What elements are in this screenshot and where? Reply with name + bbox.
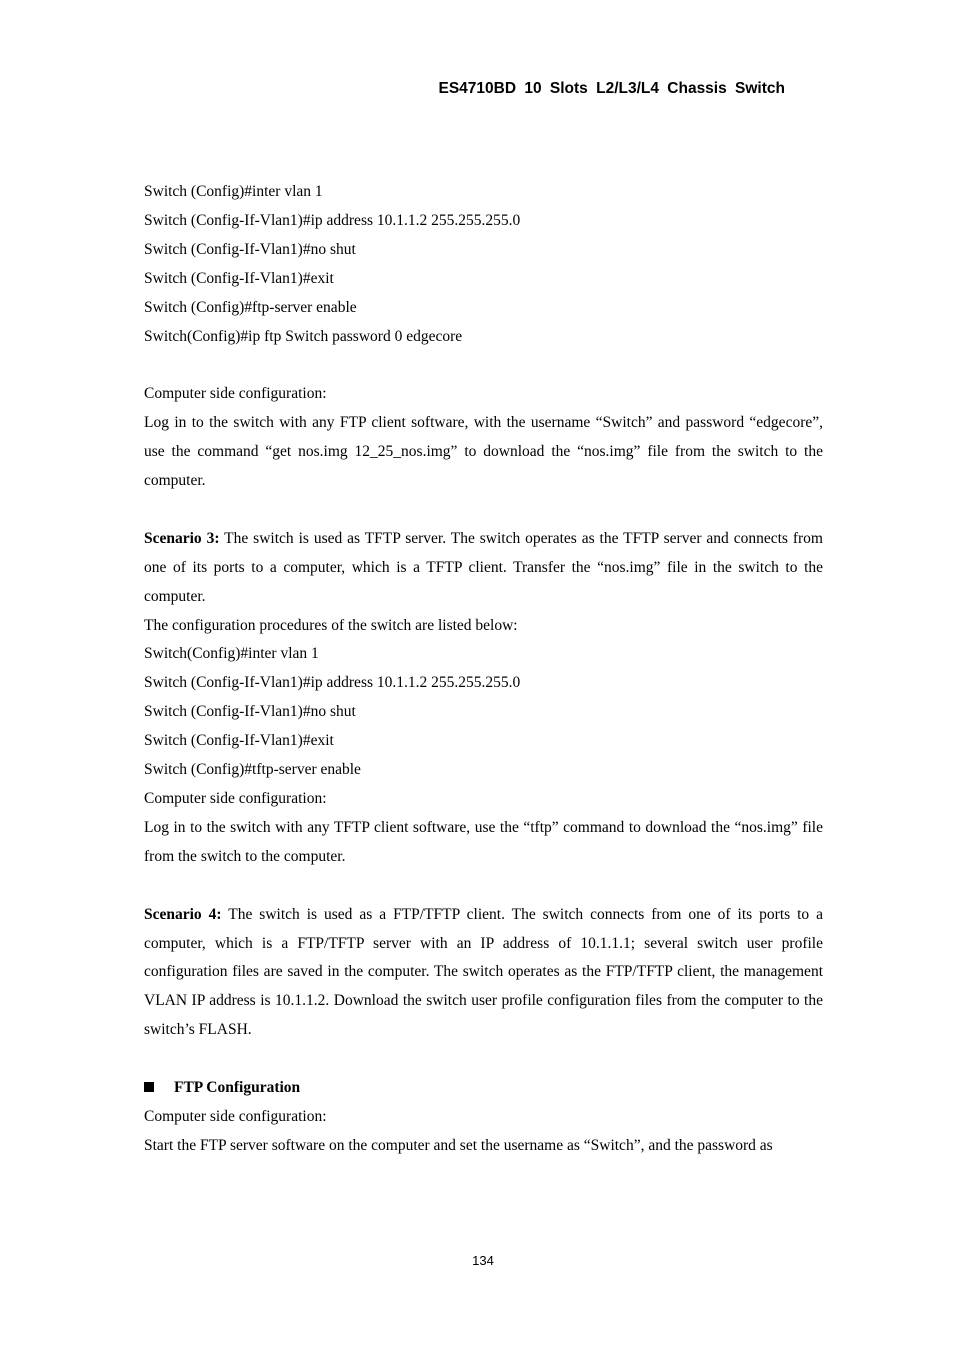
ftp-configuration-title: FTP Configuration — [174, 1079, 301, 1097]
page-number: 134 — [472, 1253, 494, 1268]
scenario-3-text: The switch is used as TFTP server. The switch operates as the TFTP server and connects from one of its ports to a computer, which is a TFTP client. Transfer the “nos.img” file in the switch to the computer. — [144, 529, 823, 605]
command-line: Switch (Config-If-Vlan1)#ip address 10.1.1.2 255.255.255.0 — [144, 211, 521, 229]
scenario-4-text: The switch is used as a FTP/TFTP client. The switch connects from one of its ports to a computer, which is a FTP/TFTP server with an IP address of 10.1.1.1; several switch user profile configuration files are saved in the computer. The switch operates as the FTP/TFTP client, the management VLAN IP address is 10.1.1.2. Download the switch user profile configuration files from the computer to the switch’s FLASH. — [144, 905, 823, 1039]
paragraph-gap — [144, 872, 823, 901]
scenario-4-paragraph — [144, 901, 823, 1046]
scenario-4-label: Scenario 4: — [144, 905, 222, 923]
command-line: Switch(Config)#ip ftp Switch password 0 edgecore — [144, 327, 463, 345]
command-line: Switch (Config-If-Vlan1)#exit — [144, 269, 334, 287]
scenario-3-label: Scenario 3: — [144, 529, 220, 547]
body-paragraph: Start the FTP server software on the computer and set the username as “Switch”, and the password as — [144, 1136, 773, 1154]
scenario-3-paragraph — [144, 525, 823, 612]
command-line: Switch (Config-If-Vlan1)#ip address 10.1.1.2 255.255.255.0 — [144, 674, 521, 692]
command-line: Switch (Config-If-Vlan1)#exit — [144, 732, 334, 750]
command-line: Switch (Config-If-Vlan1)#no shut — [144, 240, 356, 258]
command-line: Switch (Config)#inter vlan 1 — [144, 183, 323, 200]
ftp-configuration-heading — [144, 1074, 823, 1103]
command-line: Switch (Config-If-Vlan1)#no shut — [144, 703, 356, 721]
square-bullet-icon — [144, 1082, 154, 1092]
page-content — [144, 178, 823, 1161]
section-heading: Computer side configuration: — [144, 385, 327, 403]
body-paragraph: Log in to the switch with any TFTP client software, use the “tftp” command to download the “nos.img” file from the switch to the computer. — [144, 818, 823, 865]
command-line: Switch (Config)#tftp-server enable — [144, 761, 361, 779]
procedures-intro: The configuration procedures of the switch are listed below: — [144, 616, 518, 634]
command-line: Switch (Config)#ftp-server enable — [144, 298, 357, 316]
section-heading: Computer side configuration: — [144, 1107, 327, 1125]
body-paragraph: Log in to the switch with any FTP client software, with the username “Switch” and password “edgecore”, use the command “get nos.img 12_25_nos.img” to download the “nos.img” file from the switch to the computer. — [144, 414, 823, 490]
command-line: Switch(Config)#inter vlan 1 — [144, 645, 319, 663]
paragraph-gap — [144, 351, 823, 380]
paragraph-gap — [144, 496, 823, 525]
paragraph-gap — [144, 1045, 823, 1074]
page-header: ES4710BD 10 Slots L2/L3/L4 Chassis Switch — [438, 80, 785, 97]
section-heading: Computer side configuration: — [144, 790, 327, 807]
